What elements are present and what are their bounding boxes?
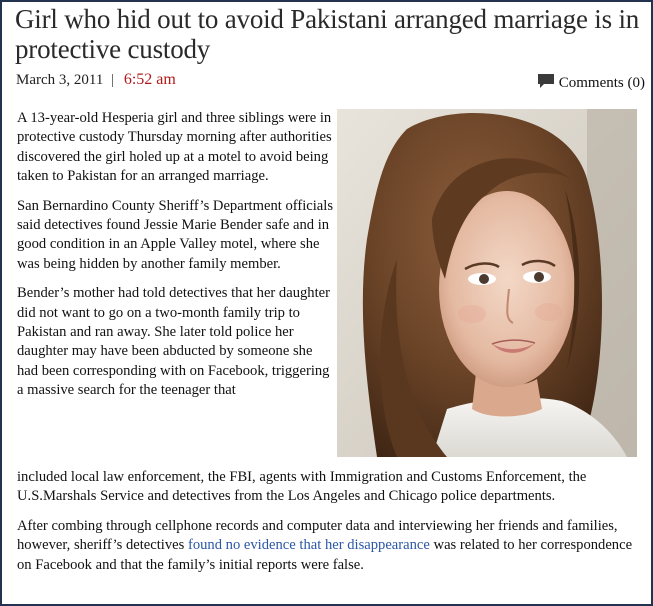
comment-bubble-icon bbox=[537, 73, 555, 89]
meta-separator: | bbox=[111, 72, 115, 88]
paragraph-4-lead: After combing through cellphone records and computer data and interviewing her friends and families, however, sheriff’s detectives bbox=[17, 517, 618, 554]
paragraph-4 bbox=[17, 517, 649, 575]
paragraph-3-part-1: Bender’s mother had told detectives that her daughter did not want to go on a two-month family trip to Pakistan and ran away. She later told police her daughter may have been abducted by someone she had been corresponding with on Facebook, triggering a massive search for the teenager that bbox=[17, 285, 330, 399]
article-time: 6:52 am bbox=[123, 71, 176, 88]
paragraph-1: A 13-year-old Hesperia girl and three siblings were in protective custody Thursday morning after authorities discovered the girl holed up at a motel to avoid being taken to Pakistan for an arranged marriage. bbox=[17, 110, 332, 185]
paragraph-3-part-2: included local law enforcement, the FBI, agents with Immigration and Customs Enforcement, the U.S.Marshals Service and detectives from the Los Angeles and Chicago police departments. bbox=[17, 469, 587, 505]
comments-link[interactable] bbox=[537, 73, 645, 93]
comments-label[interactable]: Comments (0) bbox=[558, 75, 645, 91]
article-meta bbox=[16, 70, 176, 90]
paragraph-2: San Bernardino County Sheriff’s Department officials said detectives found Jessie Marie Bender safe and in good condition in an Apple Valley motel, where she was being hidden by another family member. bbox=[17, 197, 333, 272]
article-date: March 3, 2011 bbox=[16, 72, 104, 88]
article-body-wide bbox=[17, 468, 649, 585]
article-body-narrow bbox=[17, 109, 335, 411]
evidence-link[interactable]: found no evidence that her disappearance bbox=[187, 537, 430, 554]
article-headline: Girl who hid out to avoid Pakistani arranged marriage is in protective custody bbox=[15, 4, 640, 64]
paragraph-4-tail: was related to her correspondence on Facebook and that the family’s initial reports were false. bbox=[17, 537, 633, 573]
portrait-photo-image bbox=[337, 109, 637, 457]
portrait-photo bbox=[337, 109, 637, 457]
